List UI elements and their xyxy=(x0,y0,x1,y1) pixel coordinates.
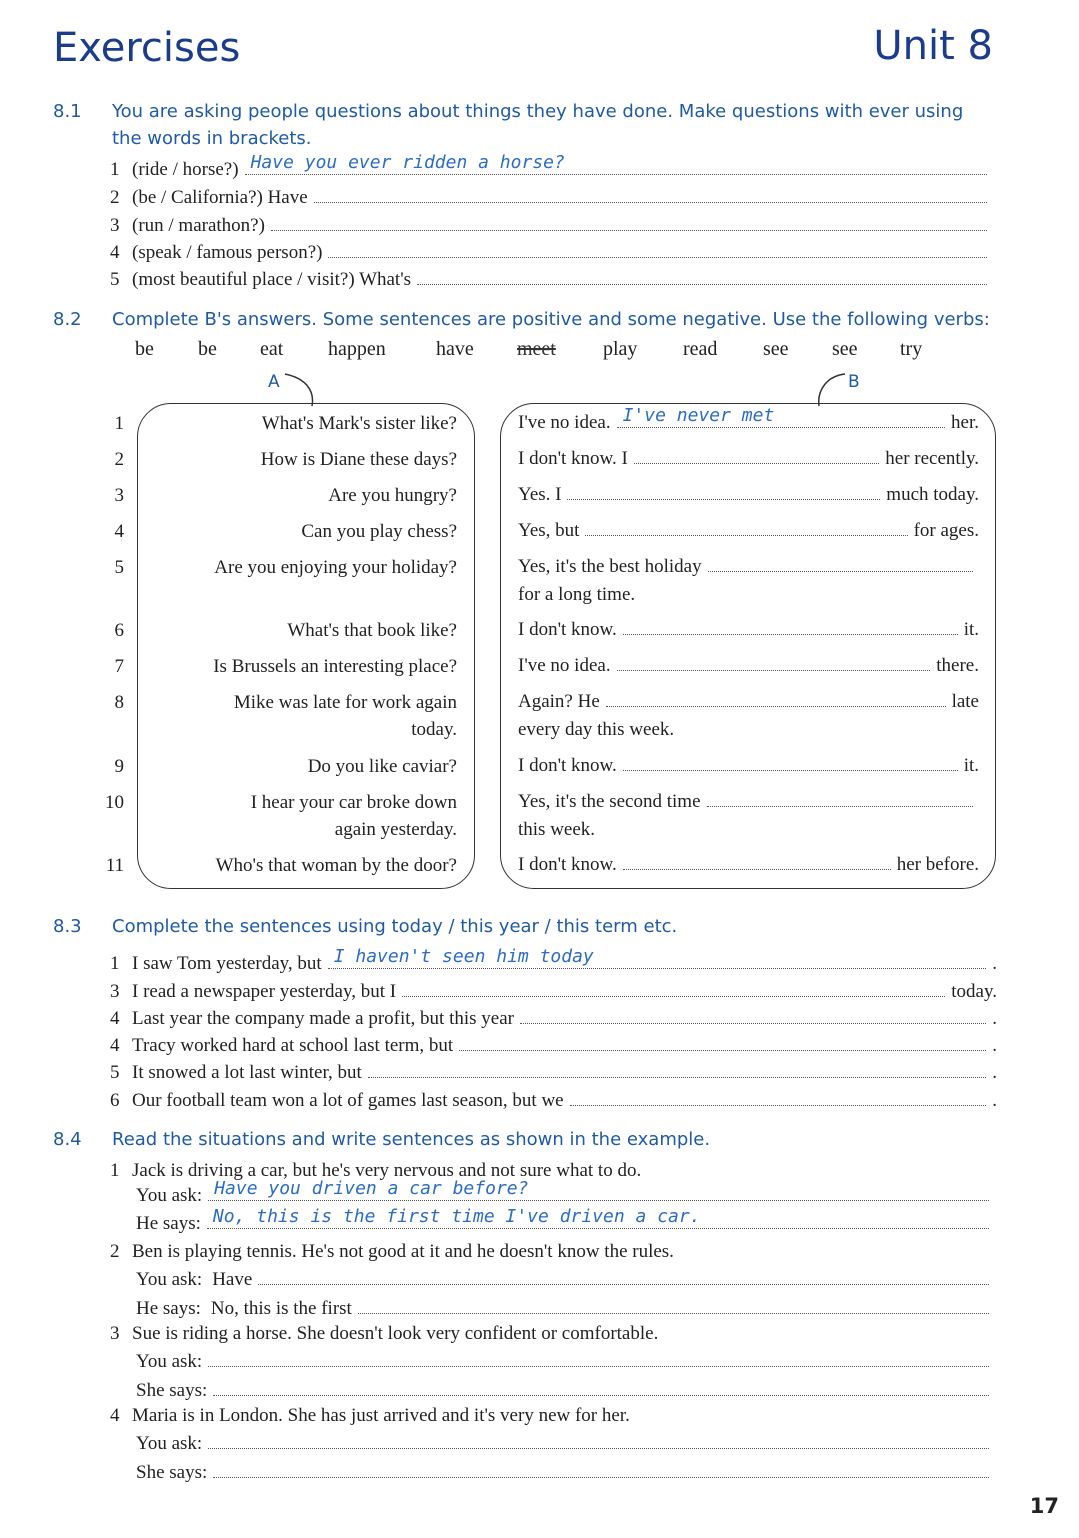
exercise-line xyxy=(518,688,979,714)
says-label: He says: xyxy=(136,1213,201,1234)
speaker-b-text: Yes. I xyxy=(518,484,562,505)
item-number: 4 xyxy=(114,521,124,542)
speaker-b-text-end: late xyxy=(951,691,979,712)
answer-field[interactable] xyxy=(707,788,973,807)
exercise-line xyxy=(518,788,979,814)
verb-be: be xyxy=(135,338,154,360)
answer-field[interactable] xyxy=(417,266,987,285)
speaker-a-line: Is Brussels an interesting place? xyxy=(213,656,457,677)
exercise-line xyxy=(110,184,993,210)
answer-text: No, this is the first time I've driven a car. xyxy=(212,1206,701,1227)
exercise-line xyxy=(110,978,997,1004)
exercise-instruction: Complete B's answers. Some sentences are positive and some negative. Use the following verbs: xyxy=(112,309,990,330)
item-number: 6 xyxy=(114,620,124,641)
verb-try: try xyxy=(900,338,923,360)
ask-label: You ask: xyxy=(136,1185,203,1206)
exercise-line xyxy=(110,946,997,976)
item-end: . xyxy=(992,1090,997,1111)
answer-field[interactable] xyxy=(606,688,946,707)
speaker-b-text-end: much today. xyxy=(886,484,979,505)
item-prompt: (ride / horse?) xyxy=(132,159,239,180)
item-number: 3 xyxy=(110,215,120,236)
exercise-line xyxy=(110,1321,999,1347)
exercise-line xyxy=(518,405,979,435)
situation-text: Maria is in London. She has just arrived and it's very new for her. xyxy=(132,1405,630,1426)
speaker-b-text: I've no idea. xyxy=(518,655,611,676)
answer-field[interactable] xyxy=(207,1206,989,1229)
item-number: 7 xyxy=(114,656,124,677)
speaker-b-text: I've no idea. xyxy=(518,412,611,433)
item-text: Tracy worked hard at school last term, but xyxy=(132,1035,454,1056)
exercise-instruction: Complete the sentences using today / this year / this term etc. xyxy=(112,916,678,937)
answer-field[interactable] xyxy=(358,1295,989,1314)
answer-field[interactable] xyxy=(245,152,987,175)
item-number: 2 xyxy=(110,187,120,208)
page-title: Exercises xyxy=(53,25,241,71)
answer-field[interactable] xyxy=(634,445,879,464)
exercise-line xyxy=(518,517,979,543)
item-end: today. xyxy=(951,981,997,1002)
speaker-b-text-end: her before. xyxy=(896,854,979,875)
item-end: . xyxy=(992,1008,997,1029)
exercise-line xyxy=(110,1239,999,1265)
verb-see: see xyxy=(763,338,789,360)
answer-field[interactable] xyxy=(258,1266,989,1285)
answer-field[interactable] xyxy=(314,184,987,203)
exercise-line xyxy=(518,851,979,877)
speaker-b-text: Yes, it's the best holiday xyxy=(518,556,702,577)
exercise-instruction: Read the situations and write sentences as shown in the example. xyxy=(112,1129,711,1150)
answer-text: I've never met xyxy=(622,405,775,426)
item-number: 3 xyxy=(114,485,124,506)
item-number: 3 xyxy=(110,1323,120,1344)
situation-text: Ben is playing tennis. He's not good at it and he doesn't know the rules. xyxy=(132,1241,674,1262)
answer-field[interactable] xyxy=(570,1087,987,1106)
answer-field[interactable] xyxy=(459,1032,986,1051)
verb-read: read xyxy=(683,338,718,360)
speaker-a-line: again yesterday. xyxy=(334,819,457,840)
answer-field[interactable] xyxy=(623,851,891,870)
item-number: 8 xyxy=(114,692,124,713)
answer-field[interactable] xyxy=(623,616,958,635)
exercise-line xyxy=(110,1032,997,1058)
speaker-a-line: How is Diane these days? xyxy=(260,449,457,470)
exercise-line xyxy=(110,266,993,292)
item-prompt: (speak / famous person?) xyxy=(132,242,323,263)
speaker-b-text: I don't know. xyxy=(518,755,617,776)
item-end: . xyxy=(992,953,997,974)
item-number: 2 xyxy=(110,1241,120,1262)
speaker-b-text-end: it. xyxy=(963,755,979,776)
situation-text: Jack is driving a car, but he's very nervous and not sure what to do. xyxy=(132,1160,642,1181)
exercise-line xyxy=(110,152,993,182)
instruction-line: the words in brackets. xyxy=(112,128,312,149)
speaker-b-text-end: it. xyxy=(963,619,979,640)
item-number: 1 xyxy=(110,953,120,974)
exercise-line xyxy=(136,1459,995,1485)
exercise-line xyxy=(110,1087,997,1113)
speaker-b-text: Again? He xyxy=(518,691,600,712)
answer-field[interactable] xyxy=(271,212,987,231)
answer-field[interactable] xyxy=(208,1178,989,1201)
answer-field[interactable] xyxy=(708,553,973,572)
speaker-a-line: What's that book like? xyxy=(287,620,457,641)
speaker-b-text: I don't know. xyxy=(518,619,617,640)
item-number: 9 xyxy=(114,756,124,777)
item-number: 11 xyxy=(105,855,124,876)
item-number: 1 xyxy=(110,1160,120,1181)
answer-field[interactable] xyxy=(585,517,907,536)
says-prefix: No, this is the first xyxy=(210,1298,352,1319)
exercise-line xyxy=(518,553,979,579)
answer-field[interactable] xyxy=(623,752,958,771)
ask-prefix: Have xyxy=(212,1269,253,1290)
verb-see: see xyxy=(832,338,858,360)
speaker-b-text-end: her. xyxy=(951,412,979,433)
item-number: 4 xyxy=(110,1035,120,1056)
speaker-a-line: Do you like caviar? xyxy=(307,756,457,777)
ask-label: You ask: xyxy=(136,1433,203,1454)
exercise-line xyxy=(518,481,979,507)
answer-field[interactable] xyxy=(213,1459,989,1478)
item-end: . xyxy=(992,1062,997,1083)
exercise-number: 8.1 xyxy=(53,101,82,122)
item-number: 5 xyxy=(110,1062,120,1083)
speaker-a-line: Can you play chess? xyxy=(301,521,457,542)
speaker-b-text: Yes, it's the second time xyxy=(518,791,701,812)
speaker-b-continuation: every day this week. xyxy=(518,719,675,740)
item-text: It snowed a lot last winter, but xyxy=(132,1062,362,1083)
verb-play: play xyxy=(603,338,638,360)
verb-have: have xyxy=(436,338,474,360)
speaker-a-line: What's Mark's sister like? xyxy=(261,413,457,434)
says-label: She says: xyxy=(136,1462,208,1483)
speaker-b-text: I don't know. I xyxy=(518,448,628,469)
item-number: 3 xyxy=(110,981,120,1002)
exercise-line xyxy=(136,1377,995,1403)
page-number: 17 xyxy=(1029,1494,1059,1518)
exercise-number: 8.4 xyxy=(53,1129,82,1150)
ask-label: You ask: xyxy=(136,1269,203,1290)
item-number: 4 xyxy=(110,242,120,263)
speaker-a-line: Who's that woman by the door? xyxy=(215,855,457,876)
exercise-line xyxy=(110,1403,999,1429)
exercise-line xyxy=(518,616,979,642)
says-label: He says: xyxy=(136,1298,201,1319)
verb-meet: meet xyxy=(517,338,556,360)
verb-eat: eat xyxy=(260,338,284,360)
answer-field[interactable] xyxy=(213,1377,989,1396)
item-number: 4 xyxy=(110,1008,120,1029)
item-number: 1 xyxy=(114,413,124,434)
answer-field[interactable] xyxy=(328,946,987,969)
exercise-line xyxy=(136,1266,995,1292)
instruction-line: You are asking people questions about things they have done. Make questions with ever using xyxy=(112,101,964,122)
item-number: 2 xyxy=(114,449,124,470)
speaker-b-label: B xyxy=(848,372,860,392)
verb-be: be xyxy=(198,338,217,360)
speaker-b-text: Yes, but xyxy=(518,520,580,541)
speaker-a-line: Mike was late for work again xyxy=(233,692,457,713)
item-text: Our football team won a lot of games last season, but we xyxy=(132,1090,564,1111)
speaker-b-text: I don't know. xyxy=(518,854,617,875)
speaker-b-text-end: for ages. xyxy=(913,520,979,541)
ask-label: You ask: xyxy=(136,1351,203,1372)
speaker-b-text-end: her recently. xyxy=(885,448,979,469)
item-prompt: (run / marathon?) xyxy=(132,215,265,236)
exercise-line xyxy=(110,1059,997,1085)
speaker-b-continuation: for a long time. xyxy=(518,584,636,605)
answer-text: Have you ever ridden a horse? xyxy=(250,152,565,173)
item-prompt: (be / California?) Have xyxy=(132,187,308,208)
exercise-line xyxy=(136,1348,995,1374)
item-number: 5 xyxy=(114,557,124,578)
item-number: 10 xyxy=(105,792,124,813)
answer-field[interactable] xyxy=(617,652,931,671)
answer-field[interactable] xyxy=(617,405,945,428)
exercise-line xyxy=(136,1178,995,1208)
answer-field[interactable] xyxy=(402,978,945,997)
item-text: Last year the company made a profit, but this year xyxy=(132,1008,514,1029)
exercise-line xyxy=(518,752,979,778)
speaker-a-label: A xyxy=(268,372,280,392)
answer-text: Have you driven a car before? xyxy=(214,1178,529,1199)
answer-field[interactable] xyxy=(208,1430,989,1449)
item-text: I saw Tom yesterday, but xyxy=(132,953,322,974)
situation-text: Sue is riding a horse. She doesn't look very confident or comfortable. xyxy=(132,1323,659,1344)
answer-field[interactable] xyxy=(208,1348,989,1367)
unit-title: Unit 8 xyxy=(873,23,993,69)
item-number: 6 xyxy=(110,1090,120,1111)
answer-field[interactable] xyxy=(567,481,880,500)
speaker-a-line: Are you hungry? xyxy=(328,485,457,506)
exercise-number: 8.2 xyxy=(53,309,82,330)
item-number: 1 xyxy=(110,159,120,180)
item-text: I read a newspaper yesterday, but I xyxy=(132,981,397,1002)
speaker-b-continuation: this week. xyxy=(518,819,596,840)
item-prompt: (most beautiful place / visit?) What's xyxy=(132,269,412,290)
exercise-line xyxy=(136,1430,995,1456)
says-label: She says: xyxy=(136,1380,208,1401)
speaker-a-line: I hear your car broke down xyxy=(250,792,457,813)
item-end: . xyxy=(992,1035,997,1056)
item-number: 5 xyxy=(110,269,120,290)
exercise-line xyxy=(136,1295,995,1321)
answer-field[interactable] xyxy=(368,1059,986,1078)
speaker-b-text-end: there. xyxy=(936,655,979,676)
speaker-a-line: today. xyxy=(411,719,457,740)
exercise-line xyxy=(110,239,993,265)
exercise-number: 8.3 xyxy=(53,916,82,937)
verb-happen: happen xyxy=(328,338,386,360)
exercise-line xyxy=(136,1206,995,1236)
speaker-a-line: Are you enjoying your holiday? xyxy=(214,557,457,578)
exercise-line xyxy=(110,1005,997,1031)
answer-field[interactable] xyxy=(520,1005,986,1024)
answer-field[interactable] xyxy=(328,239,987,258)
exercise-line xyxy=(518,652,979,678)
item-number: 4 xyxy=(110,1405,120,1426)
exercise-line xyxy=(110,212,993,238)
exercise-instruction xyxy=(112,98,963,152)
answer-text: I haven't seen him today xyxy=(333,946,594,967)
exercise-line xyxy=(518,445,979,471)
